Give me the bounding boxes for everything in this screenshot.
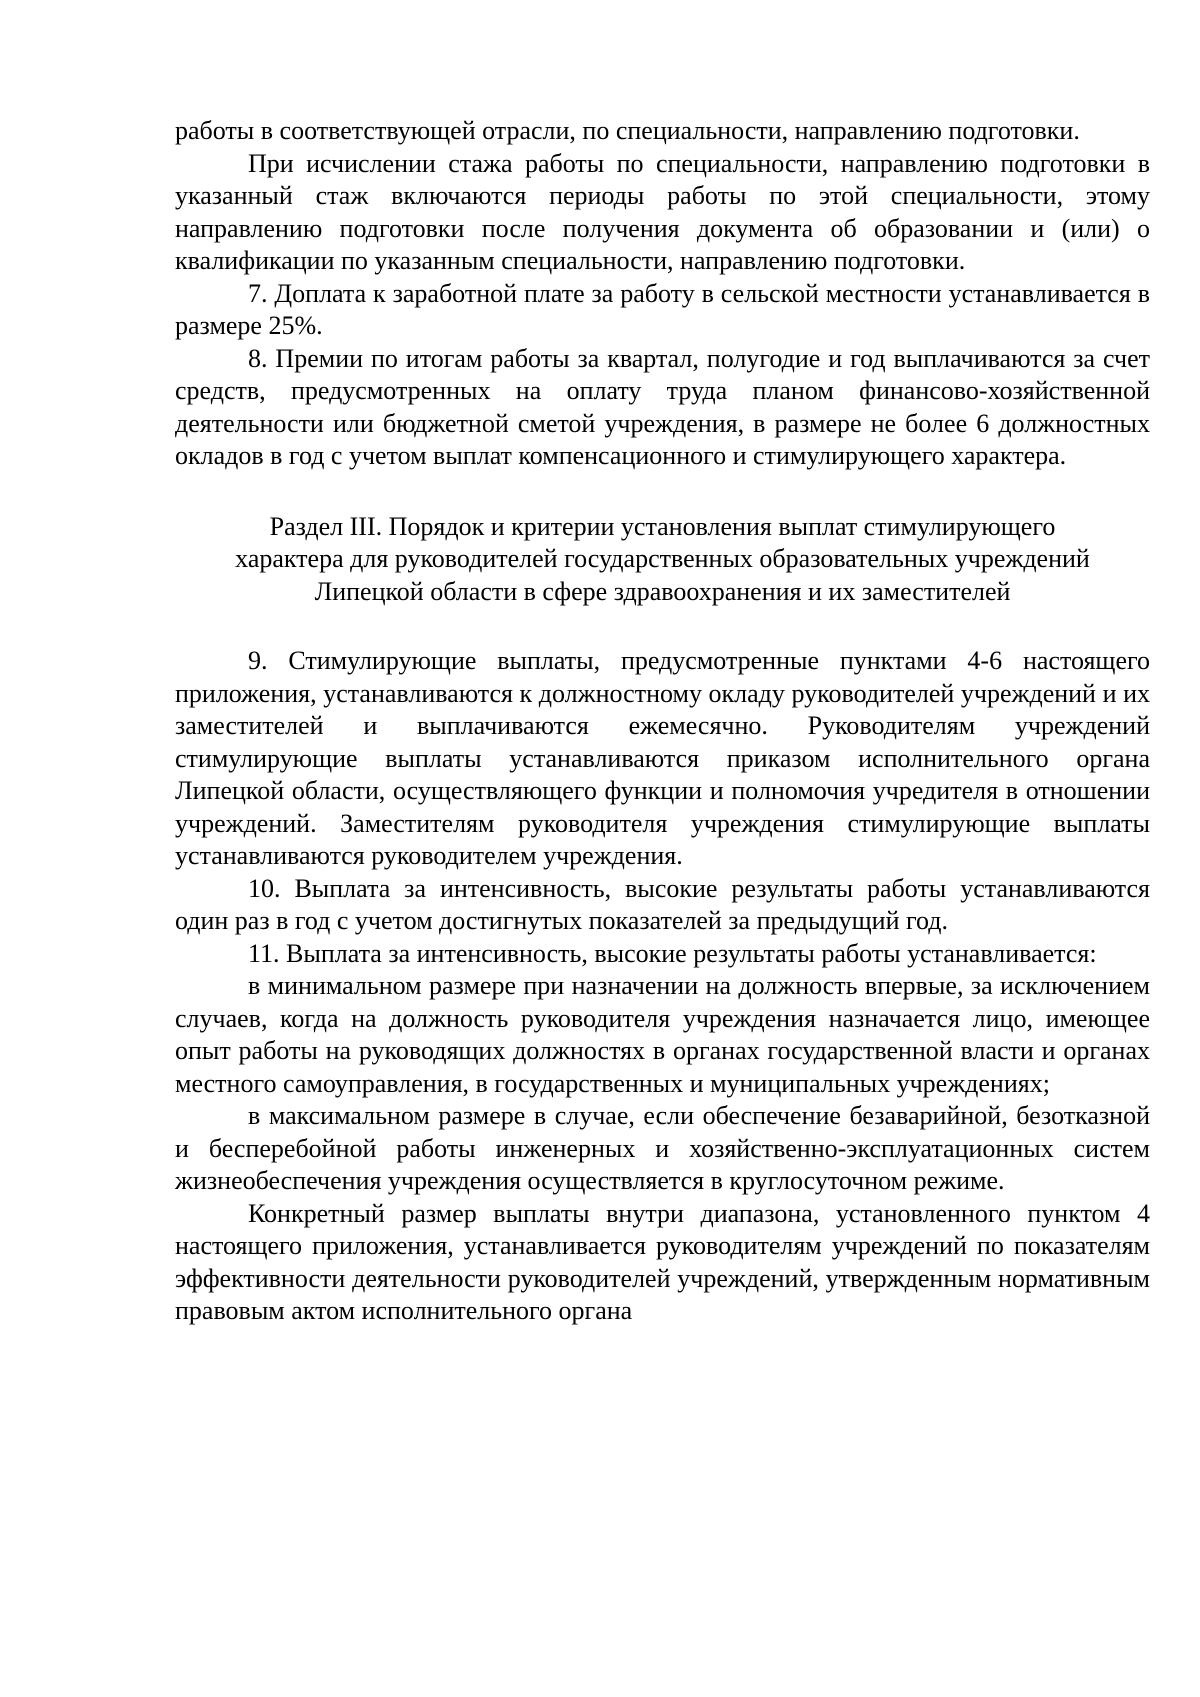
section-heading-line-1: Раздел III. Порядок и критерии установления выплат стимулирующего — [269, 511, 1056, 541]
paragraph-11-maximum-size: в максимальном размере в случае, если обеспечение безаварийной, безотказной и бесперебойной работы инженерных и хозяйственно-эксплуатационных систем жизнеобеспечения учреждения осуществляется в круглосуточном режиме. — [175, 1101, 1150, 1195]
paragraph-11-intensity-payment: 11. Выплата за интенсивность, высокие результаты работы устанавливается: — [248, 938, 1097, 968]
paragraph-9-stimulating-payments: 9. Стимулирующие выплаты, предусмотренные пунктами 4-6 настоящего приложения, устанавливаются к должностному окладу руководителей учреждений и их заместителей и выплачиваются ежемесячно. Руководителям учреждений стимулирующие выплаты устанавливаются приказом исполнительного органа Липецкой области, осуществляющего функции и полномочия учредителя в отношении учреждений. Заместителям руководителя учреждения стимулирующие выплаты устанавливаются руководителем учреждения. — [175, 646, 1150, 870]
paragraph-11-minimum-size: в минимальном размере при назначении на должность впервые, за исключением случаев, когда на должность руководителя учреждения назначается лицо, имеющее опыт работы на руководящих должностях в органах государственной власти и органах местного самоуправления, в государственных и муниципальных учреждениях; — [175, 971, 1150, 1098]
paragraph-7-rural-bonus: 7. Доплата к заработной плате за работу в сельской местности устанавливается в размере 25%. — [175, 278, 1150, 340]
section-heading-line-2: характера для руководителей государственных образовательных учреждений — [235, 544, 1090, 573]
paragraph-continuation: работы в соответствующей отрасли, по специальности, направлению подготовки. — [175, 116, 1080, 145]
paragraph-11-specific-size: Конкретный размер выплаты внутри диапазона, установленного пунктом 4 настоящего приложения, устанавливается руководителям учреждений по показателям эффективности деятельности руководителей учреждений, утвержденным нормативным правовым актом исполнительного органа — [175, 1198, 1150, 1325]
paragraph-seniority-calculation: При исчислении стажа работы по специальности, направлению подготовки в указанный стаж включаются периоды работы по этой специальности, этому направлению подготовки после получения документа об образовании и (или) о квалификации по указанным специальности, направлению подготовки. — [175, 148, 1150, 275]
section-heading — [175, 511, 1150, 609]
document-body — [175, 115, 1150, 1328]
paragraph-10-intensity-payment: 10. Выплата за интенсивность, высокие результаты работы устанавливаются один раз в год с учетом достигнутых показателей за предыдущий год. — [175, 873, 1150, 935]
paragraph-8-premiums: 8. Премии по итогам работы за квартал, полугодие и год выплачиваются за счет средств, предусмотренных на оплату труда планом финансово-хозяйственной деятельности или бюджетной сметой учреждения, в размере не более 6 должностных окладов в год с учетом выплат компенсационного и стимулирующего характера. — [175, 343, 1150, 470]
section-heading-line-3: Липецкой области в сфере здравоохранения и их заместителей — [314, 576, 1011, 606]
